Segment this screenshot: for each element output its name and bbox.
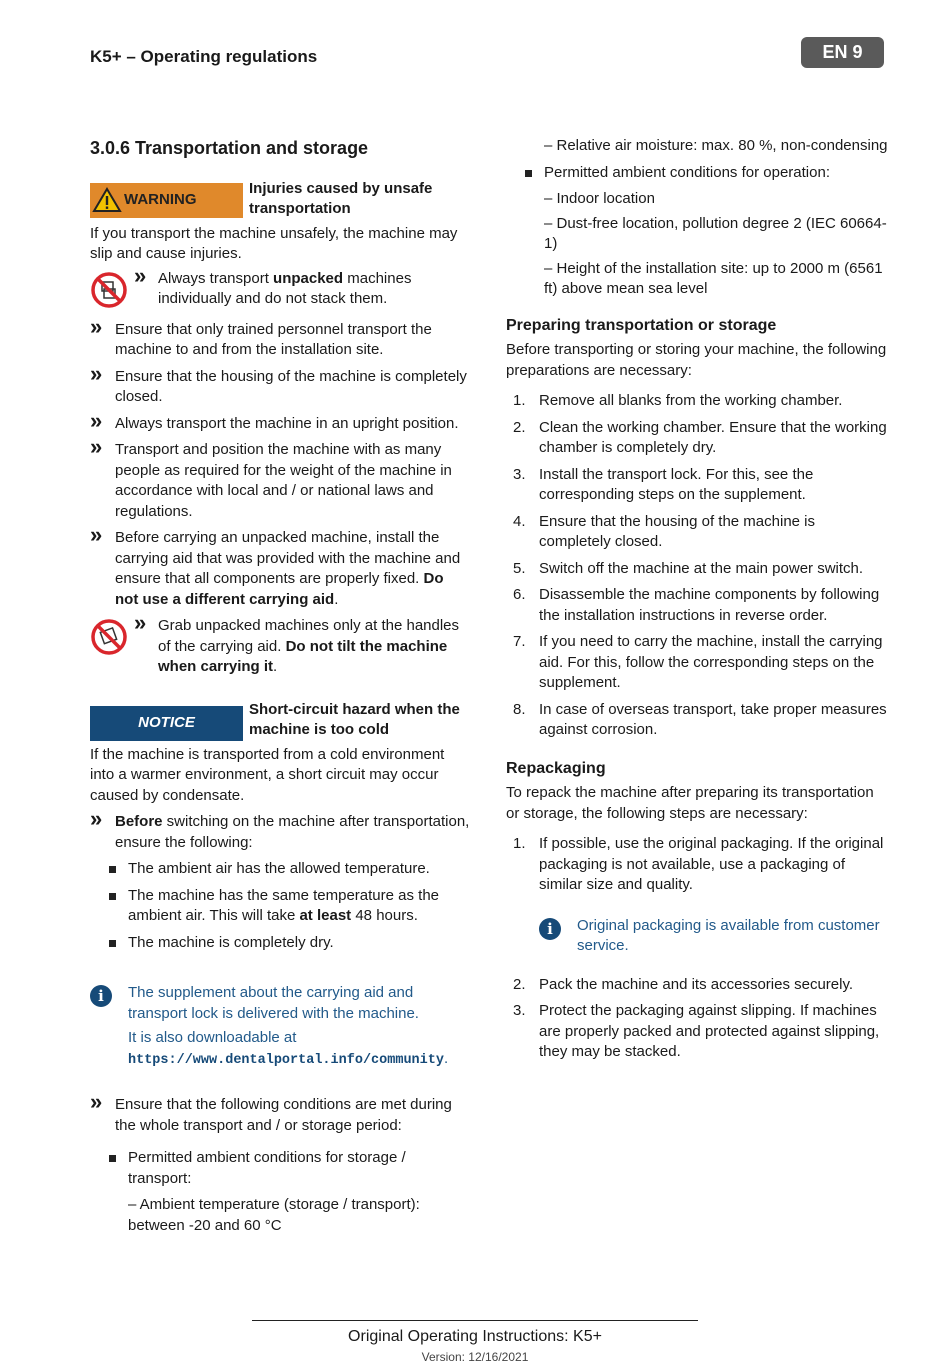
header-title: K5+ – Operating regulations [90, 47, 318, 66]
notice-block [90, 700, 470, 741]
list-item: 1. If possible, use the original packaging. If the original packaging is not available, use a packaging of similar size and quality. [513, 835, 884, 893]
notice-label-box [90, 706, 243, 741]
operation-item: – Indoor location [544, 190, 655, 207]
step-text: Ensure that only trained personnel transport the machine to and from the installation site. [115, 320, 432, 358]
notice-heading: Short-circuit hazard when the machine is too cold [249, 700, 460, 738]
list-item: 6. Disassemble the machine components by following the installation instructions in reverse order. [513, 586, 880, 624]
warning-block [90, 179, 470, 220]
step-text: Always transport the machine in an upright position. [115, 414, 459, 432]
list-item: 3. Install the transport lock. For this, see the corresponding steps on the supplement. [513, 465, 814, 503]
list-item: The machine is completely dry. [90, 933, 470, 954]
step-chevron-icon: » [90, 522, 103, 547]
list-item: 2. Pack the machine and its accessories securely. [513, 975, 854, 993]
prep-title: Preparing transportation or storage [506, 316, 777, 334]
step-chevron-icon: » [90, 806, 103, 831]
warning-text: If you transport the machine unsafely, the machine may slip and cause injuries. [90, 224, 458, 262]
operation-item: – Height of the installation site: up to 2000 m (6561 ft) above mean sea level [544, 259, 883, 297]
list-item: 3. Protect the packaging against slipping. If machines are properly packed and protected against slipping, they may be stacked. [513, 1002, 880, 1060]
list-item: Permitted ambient conditions for storage / transport: [90, 1148, 470, 1189]
list-item: 1. Remove all blanks from the working chamber. [513, 392, 843, 409]
right-column [506, 136, 888, 1063]
step-chevron-icon: » [90, 360, 103, 386]
repack-title: Repackaging [506, 759, 606, 777]
list-item: 2. Clean the working chamber. Ensure that the working chamber is completely dry. [513, 418, 887, 456]
page-number-badge: EN 9 [801, 37, 884, 68]
notice-text: If the machine is transported from a cold environment into a warmer environment, a short circuit may occur caused by condensate. [90, 745, 445, 804]
no-stack-text: Always transport unpacked machines individually and do not stack them. [158, 269, 412, 307]
step-chevron-icon: » [90, 1089, 103, 1114]
supplement-info [90, 983, 470, 1071]
step-before-switching [90, 806, 470, 853]
prep-text: Before transporting or storing your machine, the following preparations are necessary: [506, 341, 887, 379]
step-text: Transport and position the machine with as many people as required for the weight of the machine in accordance with local and / or national laws and regulations. [115, 441, 452, 520]
step-text: Ensure that the following conditions are met during the whole transport and / or storage period: [115, 1096, 452, 1134]
repack-list [506, 834, 888, 896]
step-chevron-icon: » [134, 262, 147, 288]
operation-item: – Dust-free location, pollution degree 2 (IEC 60664-1) [544, 214, 887, 252]
warning-heading: Injuries caused by unsafe transportation [249, 179, 433, 217]
warning-triangle-icon [92, 187, 122, 213]
footer-version: Version: 12/16/2021 [421, 1350, 529, 1364]
step-many-people [90, 434, 470, 522]
no-tilt-icon [90, 618, 128, 656]
info-icon: i [90, 985, 112, 1007]
air-moisture: – Relative air moisture: max. 80 %, non-condensing [544, 137, 888, 154]
section-title: 3.0.6 Transportation and storage [90, 138, 369, 158]
step-carrying-aid [90, 522, 470, 610]
storage-temperature: – Ambient temperature (storage / transport): between -20 and 60 °C [128, 1196, 420, 1234]
step-housing-closed [90, 360, 470, 408]
warning-label: WARNING [124, 190, 197, 208]
step-chevron-icon: » [90, 407, 103, 433]
info-icon: i [539, 918, 561, 940]
step-text: Before switching on the machine after transportation, ensure the following: [115, 813, 470, 851]
no-stacking-icon [90, 271, 128, 309]
info-text: The supplement about the carrying aid and transport lock is delivered with the machine. [128, 984, 419, 1022]
prep-list [506, 391, 888, 741]
warning-label-box [90, 183, 243, 218]
repack-text: To repack the machine after preparing its transportation or storage, the following steps are necessary: [506, 784, 874, 822]
list-item: The ambient air has the allowed temperature. [90, 859, 470, 880]
footer-divider [252, 1320, 698, 1321]
list-item: 8. In case of overseas transport, take proper measures against corrosion. [513, 700, 887, 738]
step-chevron-icon: » [90, 313, 103, 339]
left-column [90, 138, 470, 1236]
repack-list-continued [506, 975, 888, 1063]
list-item: 5. Switch off the machine at the main power switch. [513, 559, 864, 577]
storage-conditions-list [90, 1148, 470, 1189]
list-item: Permitted ambient conditions for operation: [506, 163, 888, 184]
condensate-checklist [90, 859, 470, 953]
info-text: Original packaging is available from customer service. [577, 916, 880, 954]
grab-handles-step [90, 610, 470, 678]
no-stack-step [90, 262, 470, 310]
notice-label: NOTICE [138, 713, 195, 731]
step-trained-personnel [90, 313, 470, 361]
step-upright [90, 407, 470, 435]
step-text: Ensure that the housing of the machine is completely closed. [115, 367, 467, 405]
step-text: Before carrying an unpacked machine, install the carrying aid that was provided with the machine and ensure that all components are properly fixed. Do not use a different carrying aid. [115, 529, 461, 608]
community-link[interactable]: https://www.dentalportal.info/community [128, 1052, 444, 1068]
step-chevron-icon: » [134, 610, 147, 635]
info-download-text: It is also downloadable at [128, 1029, 297, 1046]
list-item: 7. If you need to carry the machine, install the carrying aid. For this, follow the corresponding steps on the supplement. [513, 633, 883, 691]
step-text: Grab unpacked machines only at the handles of the carrying aid. Do not tilt the machine when carrying it. [158, 617, 460, 675]
footer-title: Original Operating Instructions: K5+ [348, 1328, 602, 1345]
link-period: . [443, 1049, 449, 1067]
list-item: The machine has the same temperature as the ambient air. This will take at least 48 hours. [90, 886, 470, 927]
step-chevron-icon: » [90, 434, 103, 459]
step-conditions [90, 1089, 470, 1136]
operation-conditions-list [506, 163, 888, 184]
packaging-info [539, 916, 888, 957]
list-item: 4. Ensure that the housing of the machine is completely closed. [513, 512, 816, 550]
